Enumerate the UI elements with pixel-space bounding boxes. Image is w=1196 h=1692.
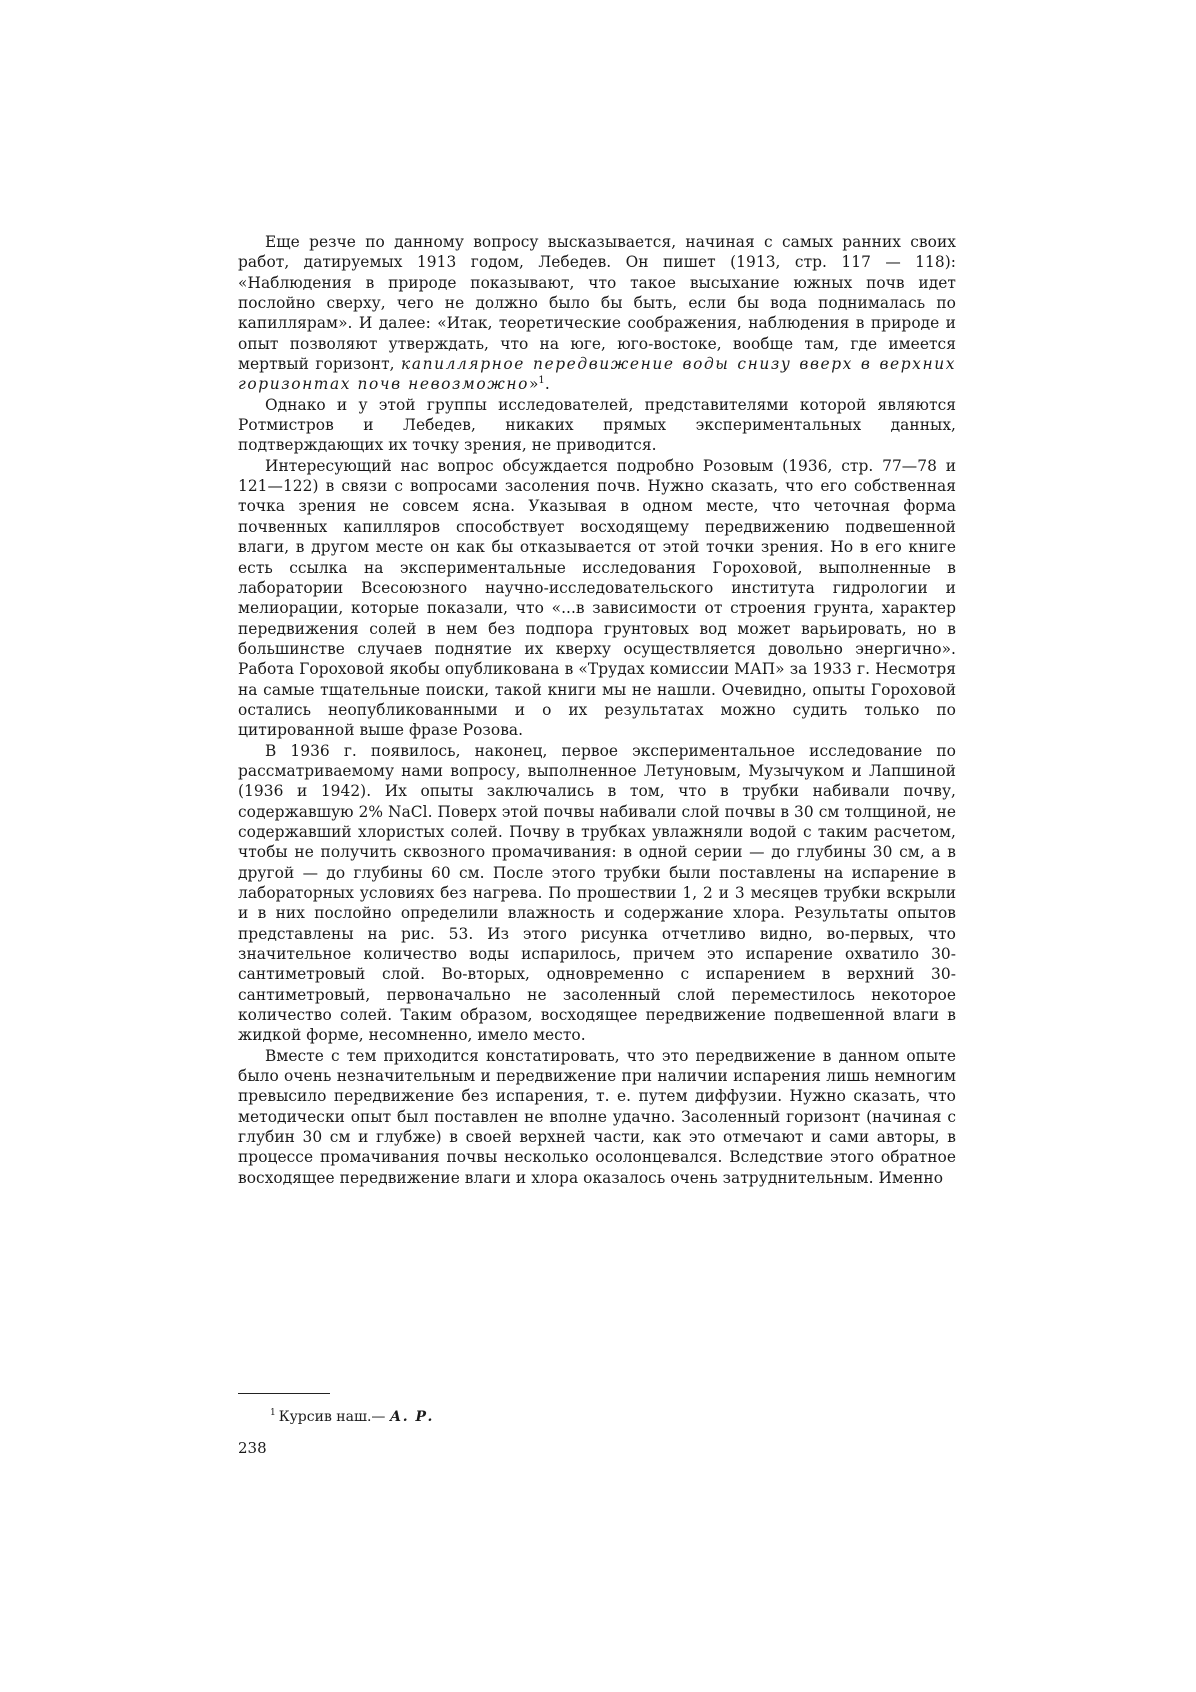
main-text: [238, 232, 956, 1188]
paragraph-5: [238, 1046, 956, 1188]
footnote-marker: 1: [270, 1408, 276, 1419]
paragraph-1: [238, 232, 956, 395]
italic-quote: капиллярное передвижение воды снизу вверх в верхних горизонтах почв невозможно: [238, 355, 956, 394]
page-number: 238: [238, 1439, 267, 1457]
paragraph-2: [238, 395, 956, 456]
paragraph-3: [238, 456, 956, 741]
paragraph-3-text: Интересующий нас вопрос обсуждается подробно Розовым (1936, стр. 77—78 и 121—122) в связи с вопросами засоления почв. Нужно сказать, что его собственная точка зрения не совсем ясна. Указывая в одном месте, что четочная форма почвенных капилляров способствует восходящему передвижению подвешенной влаги, в другом месте он как бы отказывается от этой точки зрения. Но в его книге есть ссылка на экспериментальные исследования Гороховой, выполненные в лаборатории Всесоюзного научно-исследовательского института гидрологии и мелиорации, которые показали, что «...в зависимости от строения грунта, характер передвижения солей в нем без подпора грунтовых вод может варьировать, но в большинстве случаев поднятие их кверху осуществляется довольно энергично». Работа Гороховой якобы опубликована в «Трудах комиссии МАП» за 1933 г. Несмотря на самые тщательные поиски, такой книги мы не нашли. Очевидно, опыты Гороховой остались неопубликованными и о их результатах можно судить только по цитированной выше фразе Розова.: [238, 456, 956, 740]
paragraph-1-text: Еще резче по данному вопросу высказывается, начиная с самых ранних своих работ, датируемых 1913 годом, Лебедев. Он пишет (1913, стр. 117 — 118): «Наблюдения в природе показывают, что такое высыхание южных почв идет послойно сверху, чего не должно было бы быть, если бы вода поднималась по капиллярам». И далее: «Итак, теоретические соображения, наблюдения в природе и опыт позволяют утверждать, что на юге, юго-востоке, вообще там, где имеется мертвый горизонт,: [238, 233, 956, 374]
footnote-author: А. Р.: [389, 1409, 434, 1425]
footnote-reference: 1: [538, 375, 545, 387]
footnote-divider: [238, 1393, 330, 1394]
footnote: [270, 1408, 434, 1426]
footnote-text: Курсив наш.—: [278, 1409, 390, 1425]
paragraph-4-text: В 1936 г. появилось, наконец, первое экспериментальное исследование по рассматриваемому нами вопросу, выполненное Летуновым, Музычуком и Лапшиной (1936 и 1942). Их опыты заключались в том, что в трубки набивали почву, содержавшую 2% NaCl. Поверх этой почвы набивали слой почвы в 30 см толщиной, не содержавший хлористых солей. Почву в трубках увлажняли водой с таким расчетом, чтобы не получить сквозного промачивания: в одной серии — до глубины 30 см, а в другой — до глубины 60 см. После этого трубки были поставлены на испарение в лабораторных условиях без нагрева. По прошествии 1, 2 и 3 месяцев трубки вскрыли и в них послойно определили влажность и содержание хлора. Результаты опытов представлены на рис. 53. Из этого рисунка отчетливо видно, во-первых, что значительное количество воды испарилось, причем это испарение охватило 30-сантиметровый слой. Во-вторых, одновременно с испарением в верхний 30-сантиметровый, первоначально не засоленный слой переместилось некоторое количество солей. Таким образом, восходящее передвижение подвешенной влаги в жидкой форме, несомненно, имело место.: [238, 741, 956, 1045]
paragraph-1-end: .: [544, 375, 550, 394]
paragraph-2-text: Однако и у этой группы исследователей, представителями которой являются Ротмистров и Лебедев, никаких прямых экспериментальных данных, подтверждающих их точку зрения, не приводится.: [238, 395, 956, 455]
paragraph-4: [238, 741, 956, 1046]
paragraph-5-text: Вместе с тем приходится констатировать, что это передвижение в данном опыте было очень незначительным и передвижение при наличии испарения лишь немногим превысило передвижение без испарения, т. е. путем диффузии. Нужно сказать, что методически опыт был поставлен не вполне удачно. Засоленный горизонт (начиная с глубин 30 см и глубже) в своей верхней части, как это отмечают и сами авторы, в процессе промачивания почвы несколько осолонцевался. Вследствие этого обратное восходящее передвижение влаги и хлора оказалось очень затруднительным. Именно: [238, 1046, 956, 1187]
closing-quote: »: [528, 375, 539, 394]
